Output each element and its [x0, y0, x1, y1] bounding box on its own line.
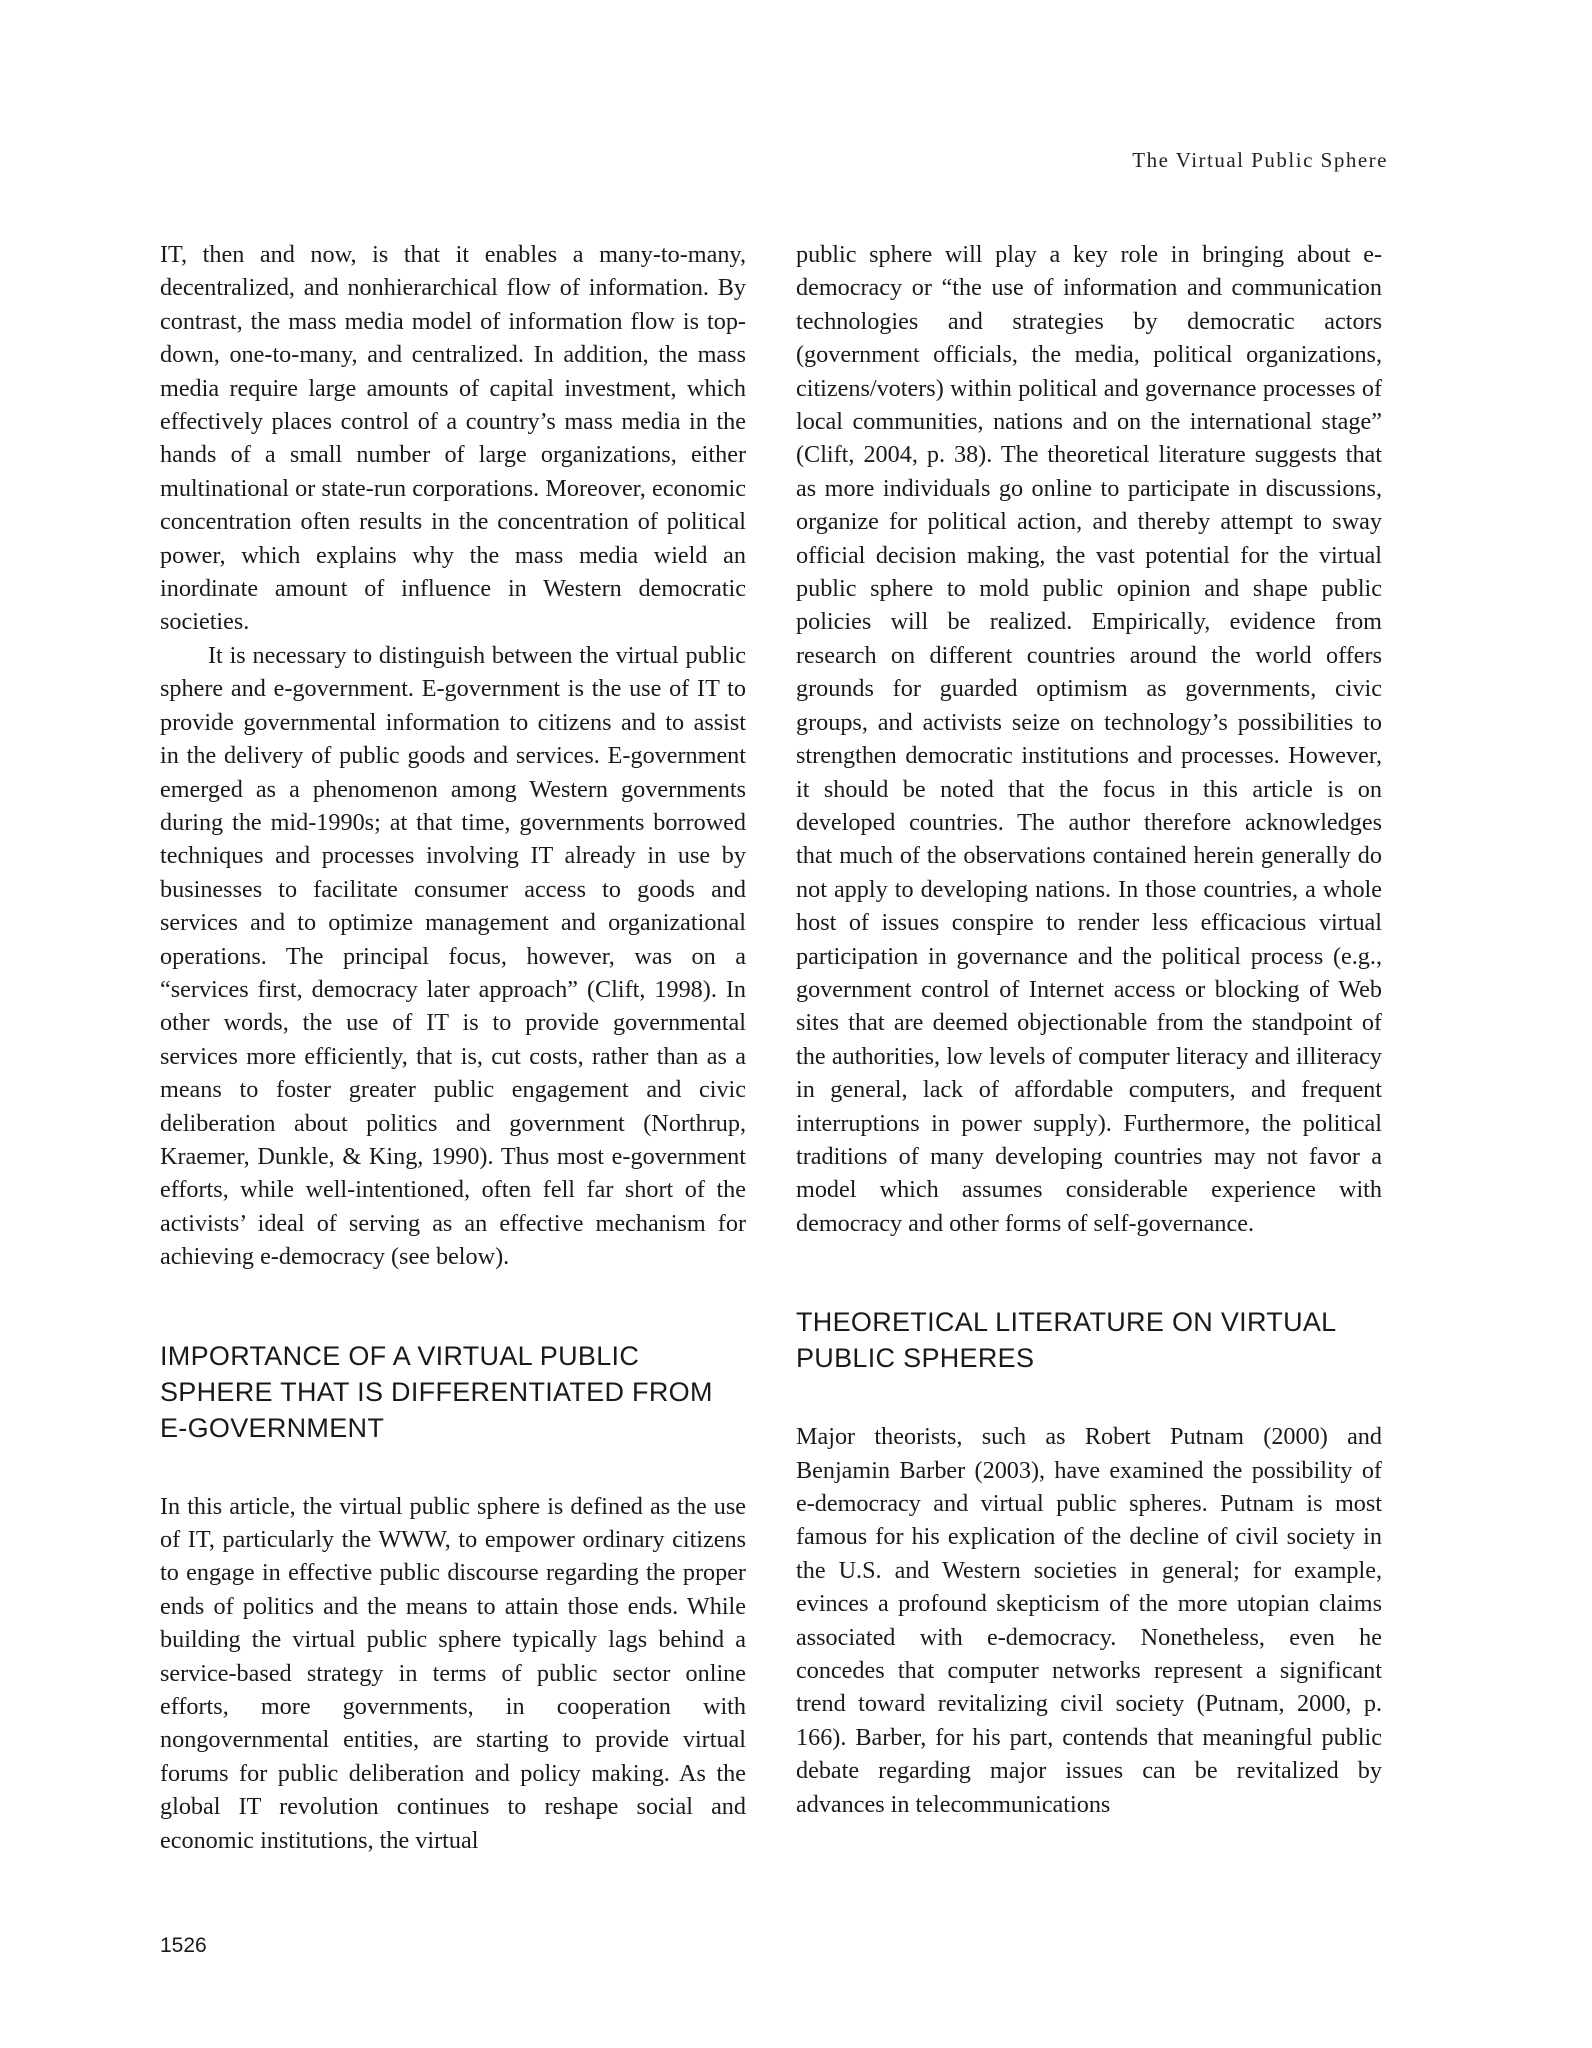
running-head: The Virtual Public Sphere — [1132, 148, 1388, 172]
left-paragraph-3: In this article, the virtual public sphere is defined as the use of IT, particularly the WWW, to empower ordinary citizens to engage in effective public discourse regarding the proper ends of politics and the means to attain those ends. While building the virtual public sphere typically lags behind a service-based strategy in terms of public sector online efforts, more governments, in cooperation with nongovernmental entities, are starting to provide virtual forums for public deliberation and policy making. As the global IT revolution continues to reshape social and economic institutions, the virtual — [160, 1492, 746, 1854]
right-paragraph-2: Major theorists, such as Robert Putnam (2000) and Benjamin Barber (2003), have examined the possibility of e-democracy and virtual public spheres. Putnam is most famous for his explication of the decline of civil society in the U.S. and Western societies in general; for example, evinces a profound skepticism of the more utopian claims associated with e-democracy. Nonetheless, even he concedes that computer networks represent a significant trend toward revitalizing civil society (Putnam, 2000, p. 166). Barber, for his part, contends that meaningful public debate regarding major issues can be revitalized by advances in telecommunications — [796, 1423, 1382, 1818]
section-heading-importance: IMPORTANCE OF A VIRTUAL PUBLIC SPHERE THAT IS DIFFERENTIATED FROM E-GOVERNMENT — [160, 1340, 713, 1443]
section-heading-theoretical: THEORETICAL LITERATURE ON VIRTUAL PUBLIC SPHERES — [796, 1307, 1336, 1374]
right-paragraph-1: public sphere will play a key role in bringing about e-democracy or “the use of information and communication technologies and strategies by democratic actors (government officials, the media, political organizations, citizens/voters) within political and governance processes of local communities, nations and on the international stage” (Clift, 2004, p. 38). The theoretical literature suggests that as more individuals go online to participate in discussions, organize for political action, and thereby attempt to sway official decision making, the vast potential for the virtual public sphere to mold public opinion and shape public policies will be realized. Empirically, evidence from research on different countries around the world offers grounds for guarded optimism as governments, civic groups, and activists seize on technology’s possibilities to strengthen democratic institutions and processes. However, it should be noted that the focus in this article is on developed countries. The author therefore acknowledges that much of the observations contained herein generally do not apply to developing nations. In those countries, a whole host of issues conspire to render less efficacious virtual participation in governance and the political process (e.g., government control of Internet access or blocking of Web sites that are deemed objectionable from the standpoint of the authorities, low levels of computer literacy and illiteracy in general, lack of affordable computers, and frequent interruptions in power supply). Furthermore, the political traditions of many developing countries may not favor a model which assumes considerable experience with democracy and other forms of self-governance. — [796, 241, 1382, 1237]
left-paragraph-2: It is necessary to distinguish between the virtual public sphere and e-government. E-government is the use of IT to provide governmental information to citizens and to assist in the delivery of public goods and services. E-government emerged as a phenomenon among Western governments during the mid-1990s; at that time, governments borrowed techniques and processes involving IT already in use by businesses to facilitate consumer access to goods and services and to optimize management and organizational operations. The principal focus, however, was on a “services first, democracy later approach” (Clift, 1998). In other words, the use of IT is to provide governmental services more efficiently, that is, cut costs, rather than as a means to foster greater public engagement and civic deliberation about politics and government (Northrup, Kraemer, Dunkle, & King, 1990). Thus most e-government efforts, while well-intentioned, often fell far short of the activists’ ideal of serving as an effective mechanism for achieving e-democracy (see below). — [160, 641, 746, 1271]
left-column — [160, 238, 746, 1857]
left-paragraph-1: IT, then and now, is that it enables a many-to-many, decentralized, and nonhierarchical flow of information. By contrast, the mass media model of information flow is top-down, one-to-many, and centralized. In addition, the mass media require large amounts of capital investment, which effectively places control of a country’s mass media in the hands of a small number of large organizations, either multinational or state-run corporations. Moreover, economic concentration often results in the concentration of political power, which explains why the mass media wield an inordinate amount of influence in Western democratic societies. — [160, 241, 746, 636]
right-column — [796, 238, 1382, 1821]
page-number: 1526 — [160, 1934, 207, 1957]
